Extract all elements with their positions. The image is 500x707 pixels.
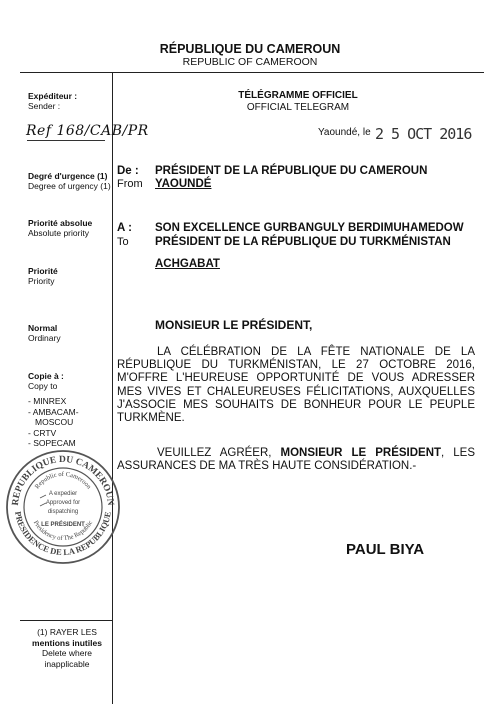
- telegram-date-stamp: 2 5 OCT 2016: [375, 125, 472, 143]
- seal-inner-ring: [24, 468, 102, 546]
- from-line1: PRÉSIDENT DE LA RÉPUBLIQUE DU CAMEROUN: [155, 165, 428, 177]
- closing-start: VEUILLEZ AGRÉER,: [157, 447, 272, 459]
- normal-fr: Normal: [28, 323, 58, 333]
- priority-en: Priority: [28, 276, 55, 286]
- copy-recipient: - SOPECAM: [28, 438, 76, 448]
- salutation: MONSIEUR LE PRÉSIDENT,: [155, 318, 313, 332]
- copy-to-en: Copy to: [28, 381, 58, 391]
- seal-center-line: LE PRÉSIDENT: [41, 522, 85, 528]
- telegram-type-en: OFFICIAL TELEGRAM: [246, 102, 350, 113]
- absolute-priority-en: Absolute priority: [28, 228, 89, 238]
- sender-label-fr: Expéditeur :: [28, 91, 78, 101]
- seal-outer-bottom-text: PRESIDENCE DE LA REPUBLIQUE: [13, 510, 113, 558]
- from-label-fr: De :: [117, 165, 139, 177]
- seal-center-line: Approved for: [45, 500, 81, 506]
- copy-to-fr: Copie à :: [28, 371, 64, 381]
- copy-recipients: [28, 396, 79, 449]
- official-seal-icon: [4, 448, 122, 566]
- paragraph-1: LA CÉLÉBRATION DE LA FÊTE NATIONALE DE LA RÉPUBLIQUE DU TURKMÉNISTAN, LE 27 OCTOBRE 2016, M'OFFRE L'HEUREUSE OPPORTUNITÉ DE VOUS ADRESSER MES VIVES ET CHALEUREUSES FÉLICITATIONS, AUXQUELLES J'ASSOCIE MES SOUHAITS DE BONHEUR POUR LE PEUPLE TURKMÈNE.: [117, 346, 475, 425]
- to-line2: PRÉSIDENT DE LA RÉPUBLIQUE DU TURKMÉNISTAN: [155, 236, 451, 248]
- footnote-divider: [20, 620, 112, 621]
- from-label-en: From: [117, 178, 143, 190]
- urgency-label-en: Degree of urgency (1): [28, 181, 111, 191]
- signature: PAUL BIYA: [346, 541, 425, 558]
- footnote-line: (1) RAYER LES: [37, 627, 97, 637]
- paragraph-closing: [117, 447, 475, 473]
- normal-en: Ordinary: [28, 333, 61, 343]
- urgency-label-fr: Degré d'urgence (1): [28, 171, 108, 181]
- priority-fr: Priorité: [28, 266, 58, 276]
- seal-center-line: dispatching: [47, 509, 79, 515]
- telegram-place: Yaoundé, le: [318, 127, 371, 138]
- seal-outer-top-text: REPUBLIQUE DU CAMEROUN: [10, 454, 116, 507]
- footnote-line: Delete where: [41, 648, 93, 658]
- footnote-line: inapplicable: [44, 658, 90, 669]
- copy-recipient: - AMBACAM-: [28, 406, 79, 417]
- seal-inner-bottom-text: Presidency of The Republic: [31, 519, 95, 543]
- closing-end: , LES ASSURANCES DE MA TRÈS HAUTE CONSIDÉRATION.-: [117, 447, 475, 473]
- footnote: [22, 627, 112, 669]
- country-title-en: REPUBLIC OF CAMEROON: [182, 56, 318, 68]
- to-line1: SON EXCELLENCE GURBANGULY BERDIMUHAMEDOW: [155, 222, 464, 234]
- to-city: ACHGABAT: [155, 258, 220, 270]
- reference-underline: [27, 140, 105, 141]
- seal-inner-top-text: Republic of Cameroon: [33, 471, 93, 491]
- to-label-en: To: [117, 236, 129, 248]
- country-title-fr: RÉPUBLIQUE DU CAMEROUN: [159, 42, 341, 56]
- column-divider: [112, 72, 113, 704]
- to-label-fr: A :: [117, 222, 132, 234]
- from-line2: YAOUNDÉ: [155, 178, 212, 190]
- reference-handwritten: Ref 168/CAB/PR: [26, 123, 149, 139]
- copy-recipient: - CRTV: [28, 427, 57, 438]
- header-divider: [20, 72, 484, 73]
- absolute-priority-fr: Priorité absolue: [28, 218, 93, 228]
- closing-bold: MONSIEUR LE PRÉSIDENT: [280, 447, 442, 459]
- seal-center-line: A expedier: [48, 491, 78, 497]
- copy-recipient: - MINREX: [28, 396, 67, 406]
- telegram-type-fr: TÉLÉGRAMME OFFICIEL: [238, 90, 358, 101]
- footnote-line: mentions inutiles: [32, 637, 102, 648]
- copy-recipient: MOSCOU: [35, 417, 74, 427]
- sender-label-en: Sender :: [28, 101, 61, 111]
